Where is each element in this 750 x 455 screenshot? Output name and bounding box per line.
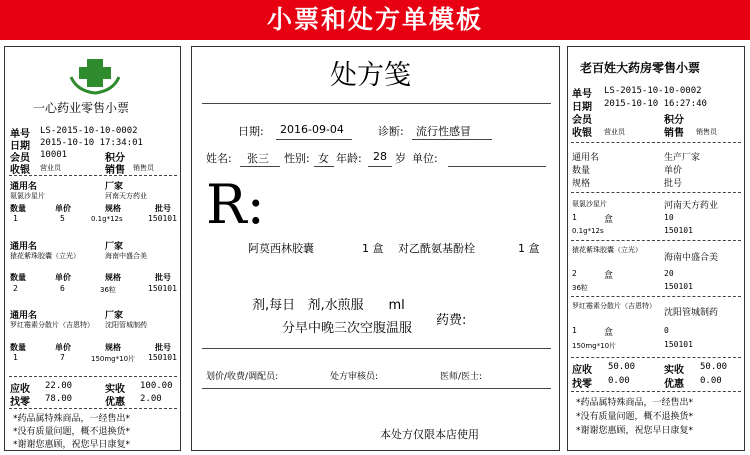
cashier-label: 收银: [10, 165, 30, 176]
received-label: 实收: [105, 384, 125, 395]
age-unit: 岁: [395, 152, 406, 165]
date-value: 2016-09-04: [280, 123, 344, 136]
qty-header: 数量: [572, 166, 591, 176]
underline: [412, 139, 492, 140]
price: 10: [664, 213, 674, 222]
sales-label: 销售: [664, 128, 684, 139]
gender-label: 性别:: [284, 152, 310, 165]
note-line: *没有质量问题，概不退换货*: [576, 412, 694, 422]
qty-header: 数量: [10, 343, 26, 352]
drug-qty: 1 盒: [518, 242, 540, 255]
drug-name: 阿莫西林胶囊: [248, 242, 314, 255]
drug-mfr: 海南中盛合美: [664, 253, 719, 263]
divider: [571, 240, 741, 241]
divider: [571, 296, 741, 297]
drug-mfr: 河南天方药业: [664, 201, 719, 211]
date-label: 日期:: [238, 125, 264, 138]
note-line: *谢谢您惠顾，祝您早日康复*: [13, 440, 131, 450]
qty: 1: [572, 213, 577, 222]
drug-mfr: 河南天方药业: [105, 192, 147, 200]
mfr-header: 生产厂家: [664, 153, 701, 163]
unit-label: 单位:: [412, 152, 438, 165]
change: 0.00: [608, 376, 630, 386]
date-value: 2015-10-10 17:34:01: [40, 138, 143, 148]
qty: 1: [13, 214, 18, 223]
underline: [368, 166, 392, 167]
rx-symbol: R:: [206, 173, 265, 236]
receivable-label: 应收: [572, 365, 592, 376]
underline: [448, 166, 546, 167]
patient-name: 张三: [247, 152, 269, 165]
points-label: 积分: [105, 153, 125, 164]
unit: 盒: [604, 271, 614, 281]
sales-value: 销售员: [133, 164, 154, 172]
prescription-title: 处方笺: [330, 60, 411, 91]
price-header: 单价: [664, 166, 683, 176]
patient-name-label: 姓名:: [206, 152, 232, 165]
qty: 1: [13, 353, 18, 362]
note-line: *没有质量问题，概不退换货*: [13, 427, 131, 437]
batch: 150101: [664, 340, 693, 349]
spec-header: 规格: [105, 273, 121, 282]
points-label: 积分: [664, 115, 684, 126]
divider: [571, 357, 741, 358]
dosage-instruction: 剂,每日 剂,水煎服 ml: [252, 298, 405, 313]
batch-header: 批号: [155, 204, 171, 213]
price: 20: [664, 269, 674, 278]
name-header: 通用名: [572, 153, 600, 163]
date-label: 日期: [572, 102, 592, 113]
divider: [571, 391, 741, 392]
drug-mfr: 沈阳管城制药: [105, 321, 147, 329]
price-header: 单价: [55, 273, 71, 282]
pharmacy-cross-icon: [67, 55, 123, 95]
change-label: 找零: [572, 379, 592, 390]
name-header: 通用名: [10, 182, 38, 192]
batch: 150101: [664, 226, 693, 235]
divider: [9, 408, 177, 409]
batch-header: 批号: [155, 343, 171, 352]
underline: [314, 166, 334, 167]
drug-name: 对乙酰氨基酚栓: [398, 242, 475, 255]
drug-name: 氨氯沙星片: [10, 192, 45, 200]
spec-header: 规格: [572, 179, 591, 189]
batch: 150101: [148, 353, 177, 362]
unit: 盒: [604, 215, 614, 225]
qty-header: 数量: [10, 204, 26, 213]
price: 7: [60, 353, 65, 362]
signature-label: 医师/医士:: [440, 372, 483, 382]
underline: [276, 139, 352, 140]
change-label: 找零: [10, 397, 30, 408]
discount: 0.00: [700, 376, 722, 386]
discount-label: 优惠: [664, 379, 684, 390]
footer-note: 本处方仅限本店使用: [380, 428, 479, 441]
note-line: *药品属特殊商品，一经售出*: [576, 398, 694, 408]
prescription-form: [191, 46, 560, 451]
received: 100.00: [140, 381, 173, 391]
drug-name: 罗红霉素分散片（吉恩特）: [10, 321, 94, 329]
received: 50.00: [700, 362, 728, 372]
price-header: 单价: [55, 204, 71, 213]
discount: 2.00: [140, 394, 162, 404]
underline: [240, 166, 280, 167]
date-value: 2015-10-10 16:27:40: [604, 99, 707, 109]
receivable: 22.00: [45, 381, 73, 391]
divider: [9, 175, 177, 176]
receipt-yixin: [4, 46, 181, 451]
dosage-instruction: 分早中晚三次空腹温服: [282, 321, 413, 336]
order-no-label: 单号: [572, 89, 592, 100]
batch-header: 批号: [664, 179, 683, 189]
member-label: 会员: [10, 153, 30, 164]
divider: [9, 376, 177, 377]
signature-label: 处方审核员:: [330, 372, 379, 382]
cashier-value: 营业员: [604, 128, 625, 136]
batch: 150101: [148, 214, 177, 223]
divider: [202, 103, 551, 104]
date-label: 日期: [10, 141, 30, 152]
drug-qty: 1 盒: [362, 242, 384, 255]
price-header: 单价: [55, 343, 71, 352]
spec: 36粒: [572, 284, 588, 292]
drug-name: 猿花紫珠胶囊（立光）: [572, 246, 642, 254]
diagnosis-value: 流行性感冒: [416, 125, 471, 138]
receipt-laobaixing: [567, 46, 745, 451]
received-label: 实收: [664, 365, 684, 376]
price: 5: [60, 214, 65, 223]
qty-header: 数量: [10, 273, 26, 282]
divider: [571, 192, 741, 193]
discount-label: 优惠: [105, 397, 125, 408]
order-no-label: 单号: [10, 129, 30, 140]
spec: 0.1g*12s: [91, 215, 123, 223]
price: 6: [60, 284, 65, 293]
member-label: 会员: [572, 115, 592, 126]
page-title: 小票和处方单模板: [0, 0, 750, 40]
drug-name: 氨氯沙星片: [572, 200, 607, 208]
sales-label: 销售: [105, 165, 125, 176]
fee-label: 药费:: [436, 313, 467, 328]
qty: 2: [572, 269, 577, 278]
spec: 150mg*10片: [572, 342, 617, 350]
order-no: LS-2015-10-10-0002: [604, 86, 702, 96]
cashier-value: 营业员: [40, 164, 61, 172]
mfr-header: 厂家: [105, 182, 124, 192]
spec: 0.1g*12s: [572, 227, 604, 235]
receivable: 50.00: [608, 362, 636, 372]
sales-value: 销售员: [696, 128, 717, 136]
change: 78.00: [45, 394, 73, 404]
spec-header: 规格: [105, 204, 121, 213]
drug-mfr: 海南中盛合美: [105, 252, 147, 260]
note-line: *谢谢您惠顾，祝您早日康复*: [576, 426, 694, 436]
diagnosis-label: 诊断:: [378, 125, 404, 138]
divider: [202, 388, 551, 389]
batch: 150101: [148, 284, 177, 293]
qty: 2: [13, 284, 18, 293]
spec: 150mg*10片: [91, 355, 136, 363]
divider: [202, 348, 551, 349]
batch-header: 批号: [155, 273, 171, 282]
note-line: *药品属特殊商品，一经售出*: [13, 414, 131, 424]
spec-header: 规格: [105, 343, 121, 352]
order-no: LS-2015-10-10-0002: [40, 126, 138, 136]
signature-label: 划价/收费/调配员:: [206, 372, 279, 382]
divider: [571, 142, 741, 143]
qty: 1: [572, 326, 577, 335]
mfr-header: 厂家: [105, 311, 124, 321]
drug-name: 猿花紫珠胶囊（立光）: [10, 252, 80, 260]
spec: 36粒: [100, 286, 116, 294]
age-label: 年龄:: [336, 152, 362, 165]
store-name: 一心药业零售小票: [33, 101, 130, 115]
age-value: 28: [373, 150, 387, 163]
receivable-label: 应收: [10, 384, 30, 395]
name-header: 通用名: [10, 311, 38, 321]
cashier-label: 收银: [572, 128, 592, 139]
drug-mfr: 沈阳管城制药: [664, 308, 719, 318]
unit: 盒: [604, 328, 614, 338]
store-name: 老百姓大药房零售小票: [580, 61, 701, 75]
drug-name: 罗红霉素分散片（吉恩特）: [572, 302, 656, 310]
member-value: 10001: [40, 150, 68, 160]
gender-value: 女: [318, 152, 329, 165]
name-header: 通用名: [10, 242, 38, 252]
price: 0: [664, 326, 669, 335]
batch: 150101: [664, 282, 693, 291]
mfr-header: 厂家: [105, 242, 124, 252]
